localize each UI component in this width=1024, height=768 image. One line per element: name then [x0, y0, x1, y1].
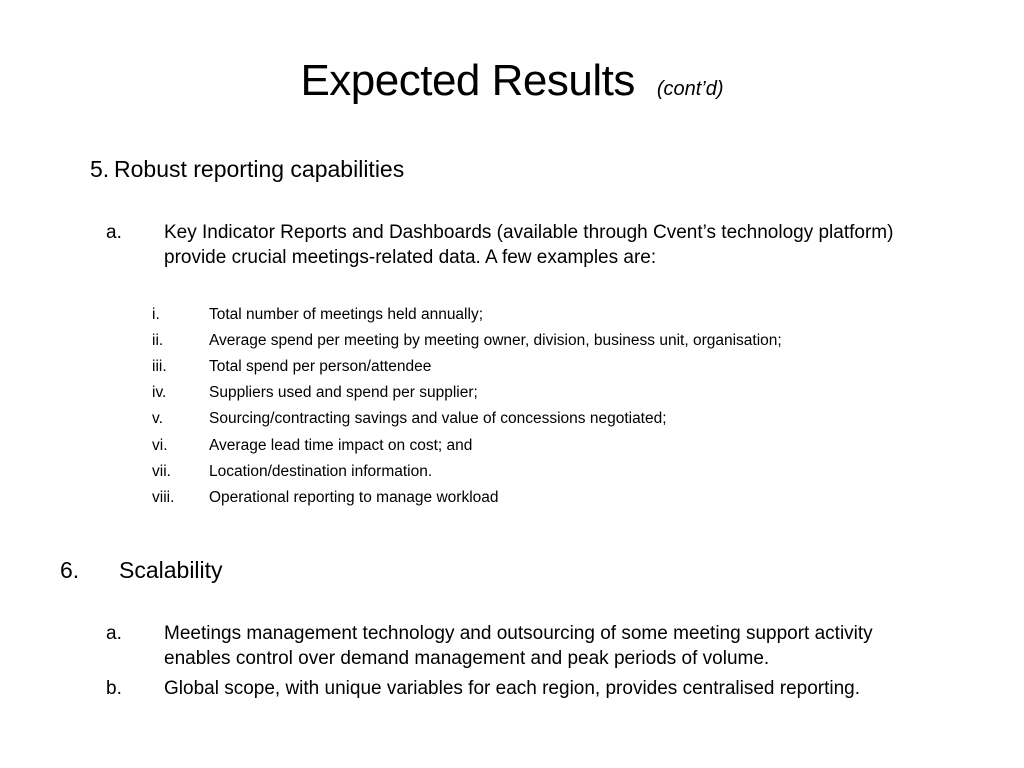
list-item-marker: a. [106, 222, 122, 243]
title-subtitle: (cont’d) [656, 78, 724, 100]
sub-list-text: Sourcing/contracting savings and value of concessions negotiated; [209, 410, 667, 427]
title-text: Expected Results [300, 56, 635, 105]
sub-list-text: Operational reporting to manage workload [209, 489, 499, 506]
section-number: 6. [60, 557, 80, 583]
section-heading-text: Scalability [119, 557, 223, 583]
section-number: 5. [90, 156, 110, 182]
sub-list-marker: i. [152, 306, 160, 323]
slide-title [0, 56, 1024, 106]
list-item-marker: a. [106, 623, 122, 644]
sub-list-marker: iv. [152, 384, 167, 401]
sub-list-text: Total number of meetings held annually; [209, 306, 483, 323]
sub-list-text: Location/destination information. [209, 463, 433, 480]
list-item-text: enables control over demand management and peak periods of volume. [164, 648, 770, 669]
sub-list-text: Average lead time impact on cost; and [209, 437, 473, 454]
sub-list-marker: ii. [152, 332, 164, 349]
section-heading-text: Robust reporting capabilities [114, 156, 405, 182]
sub-list-text: Average spend per meeting by meeting owner, division, business unit, organisation; [209, 332, 782, 349]
list-item-text: Key Indicator Reports and Dashboards (available through Cvent’s technology platform) [164, 222, 894, 243]
sub-list-text: Total spend per person/attendee [209, 358, 432, 375]
sub-list-text: Suppliers used and spend per supplier; [209, 384, 478, 401]
list-item-text: provide crucial meetings-related data. A few examples are: [164, 247, 657, 268]
list-item-text: Global scope, with unique variables for each region, provides centralised reporting. [164, 678, 861, 699]
sub-list-marker: iii. [152, 358, 167, 375]
sub-list-marker: viii. [152, 489, 175, 506]
list-item-marker: b. [106, 678, 122, 699]
sub-list-marker: vi. [152, 437, 168, 454]
list-item-text: Meetings management technology and outsourcing of some meeting support activity [164, 623, 873, 644]
sub-list-marker: vii. [152, 463, 171, 480]
sub-list-marker: v. [152, 410, 163, 427]
